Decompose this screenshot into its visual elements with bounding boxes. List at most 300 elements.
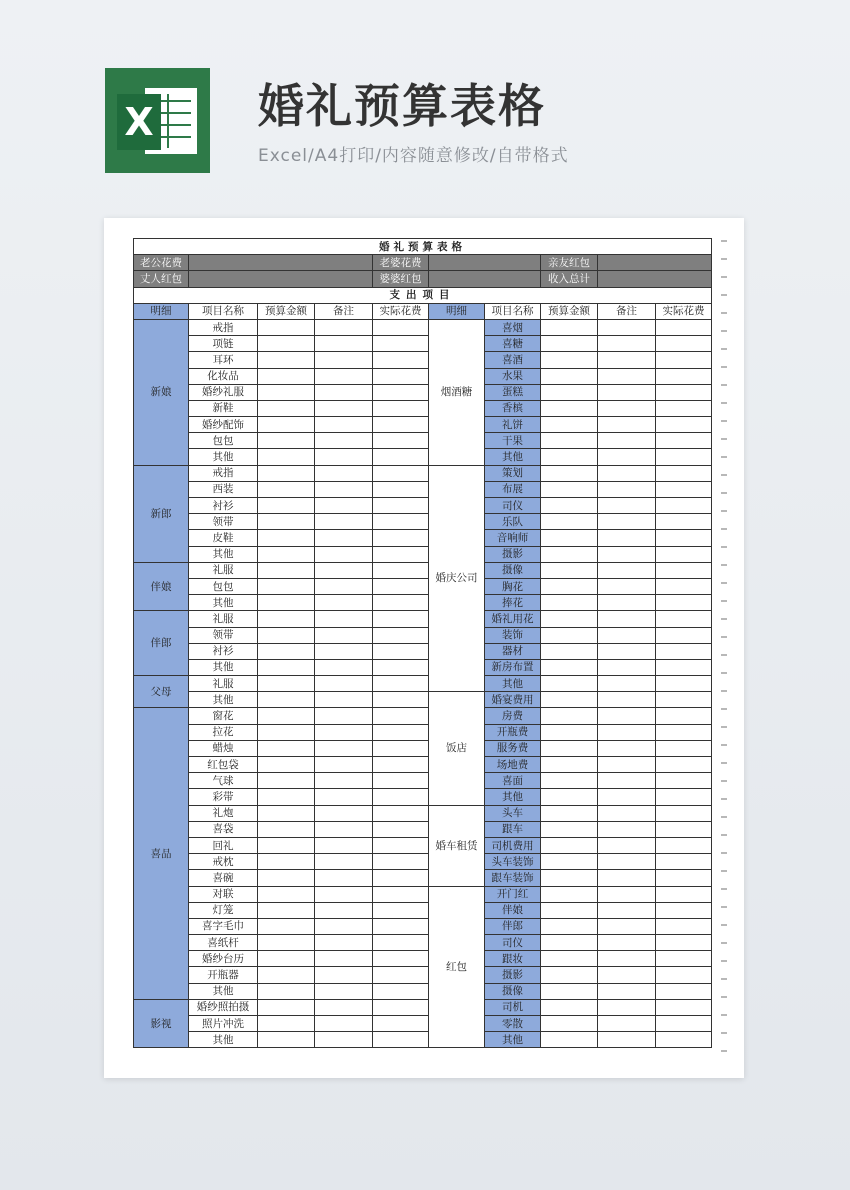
budget-cell[interactable] [258,336,315,352]
actual-cell[interactable] [373,595,429,611]
budget-cell[interactable] [258,498,315,514]
note-cell[interactable] [598,562,656,578]
note-cell[interactable] [315,805,373,821]
budget-cell[interactable] [258,368,315,384]
note-cell[interactable] [315,611,373,627]
budget-cell[interactable] [258,902,315,918]
budget-cell[interactable] [258,1032,315,1048]
actual-cell[interactable] [656,562,712,578]
income-value[interactable] [429,271,541,287]
note-cell[interactable] [598,368,656,384]
note-cell[interactable] [598,999,656,1015]
budget-cell[interactable] [541,951,598,967]
note-cell[interactable] [598,805,656,821]
budget-cell[interactable] [541,659,598,675]
note-cell[interactable] [598,854,656,870]
item-name-cell: 包包 [189,433,258,449]
actual-cell[interactable] [373,724,429,740]
actual-cell[interactable] [373,514,429,530]
budget-cell[interactable] [258,870,315,886]
budget-cell[interactable] [258,951,315,967]
budget-cell[interactable] [541,449,598,465]
actual-cell[interactable] [656,773,712,789]
note-cell[interactable] [315,724,373,740]
budget-cell[interactable] [541,740,598,756]
income-value[interactable] [429,255,541,271]
actual-cell[interactable] [373,951,429,967]
income-value[interactable] [598,271,712,287]
budget-cell[interactable] [541,352,598,368]
actual-cell[interactable] [373,611,429,627]
note-cell[interactable] [598,951,656,967]
actual-cell[interactable] [656,951,712,967]
category-cell: 父母 [134,676,189,708]
actual-cell[interactable] [656,578,712,594]
budget-cell[interactable] [541,805,598,821]
actual-cell[interactable] [373,627,429,643]
note-cell[interactable] [315,821,373,837]
note-cell[interactable] [315,433,373,449]
budget-cell[interactable] [541,935,598,951]
item-name-cell: 摄影 [485,967,541,983]
actual-cell[interactable] [656,676,712,692]
note-cell[interactable] [315,999,373,1015]
actual-cell[interactable] [656,918,712,934]
note-cell[interactable] [315,481,373,497]
note-cell[interactable] [315,918,373,934]
budget-cell[interactable] [258,400,315,416]
budget-cell[interactable] [258,757,315,773]
budget-cell[interactable] [541,611,598,627]
actual-cell[interactable] [373,854,429,870]
budget-cell[interactable] [258,1016,315,1032]
column-header: 预算金额 [541,303,598,319]
actual-cell[interactable] [656,465,712,481]
actual-cell[interactable] [656,837,712,853]
budget-cell[interactable] [541,902,598,918]
actual-cell[interactable] [373,983,429,999]
actual-cell[interactable] [656,757,712,773]
income-value[interactable] [189,255,373,271]
note-cell[interactable] [598,1032,656,1048]
budget-cell[interactable] [541,1016,598,1032]
note-cell[interactable] [598,400,656,416]
actual-cell[interactable] [656,643,712,659]
budget-cell[interactable] [541,789,598,805]
actual-cell[interactable] [656,481,712,497]
budget-cell[interactable] [258,319,315,335]
actual-cell[interactable] [656,400,712,416]
note-cell[interactable] [315,336,373,352]
budget-cell[interactable] [258,805,315,821]
note-cell[interactable] [598,417,656,433]
note-cell[interactable] [315,319,373,335]
note-cell[interactable] [598,611,656,627]
budget-cell[interactable] [541,692,598,708]
note-cell[interactable] [598,319,656,335]
budget-cell[interactable] [258,935,315,951]
actual-cell[interactable] [656,595,712,611]
note-cell[interactable] [315,837,373,853]
actual-cell[interactable] [373,935,429,951]
note-cell[interactable] [315,789,373,805]
budget-cell[interactable] [258,562,315,578]
budget-cell[interactable] [541,724,598,740]
item-name-cell: 婚纱台历 [189,951,258,967]
item-name-cell: 窗花 [189,708,258,724]
budget-cell[interactable] [258,773,315,789]
actual-cell[interactable] [656,983,712,999]
actual-cell[interactable] [373,417,429,433]
note-cell[interactable] [598,433,656,449]
actual-cell[interactable] [656,935,712,951]
actual-cell[interactable] [656,789,712,805]
note-cell[interactable] [598,983,656,999]
note-cell[interactable] [598,530,656,546]
actual-cell[interactable] [373,498,429,514]
table-row [134,481,712,497]
table-row [134,1032,712,1048]
budget-cell[interactable] [541,854,598,870]
budget-cell[interactable] [541,983,598,999]
note-cell[interactable] [598,740,656,756]
budget-cell[interactable] [258,983,315,999]
note-cell[interactable] [315,562,373,578]
note-cell[interactable] [315,1016,373,1032]
actual-cell[interactable] [373,692,429,708]
category-cell: 婚庆公司 [429,465,485,692]
note-cell[interactable] [315,530,373,546]
note-cell[interactable] [315,708,373,724]
actual-cell[interactable] [656,967,712,983]
budget-cell[interactable] [541,918,598,934]
note-cell[interactable] [315,578,373,594]
note-cell[interactable] [598,708,656,724]
actual-cell[interactable] [656,514,712,530]
budget-cell[interactable] [258,546,315,562]
actual-cell[interactable] [656,870,712,886]
actual-cell[interactable] [656,352,712,368]
note-cell[interactable] [315,692,373,708]
actual-cell[interactable] [373,433,429,449]
budget-cell[interactable] [541,837,598,853]
budget-cell[interactable] [258,384,315,400]
budget-cell[interactable] [541,627,598,643]
budget-cell[interactable] [258,352,315,368]
note-cell[interactable] [315,935,373,951]
budget-cell[interactable] [541,757,598,773]
budget-cell[interactable] [258,789,315,805]
budget-cell[interactable] [541,870,598,886]
budget-cell[interactable] [258,595,315,611]
actual-cell[interactable] [373,1016,429,1032]
item-name-cell: 衬衫 [189,498,258,514]
actual-cell[interactable] [373,530,429,546]
budget-cell[interactable] [541,562,598,578]
note-cell[interactable] [315,417,373,433]
actual-cell[interactable] [656,1016,712,1032]
table-row [134,530,712,546]
note-cell[interactable] [315,740,373,756]
note-cell[interactable] [315,886,373,902]
budget-cell[interactable] [258,967,315,983]
budget-cell[interactable] [541,578,598,594]
budget-cell[interactable] [258,708,315,724]
budget-cell[interactable] [258,627,315,643]
note-cell[interactable] [598,724,656,740]
budget-cell[interactable] [541,708,598,724]
actual-cell[interactable] [373,708,429,724]
actual-cell[interactable] [656,740,712,756]
category-cell: 烟酒糖 [429,319,485,465]
note-cell[interactable] [598,659,656,675]
actual-cell[interactable] [656,724,712,740]
note-cell[interactable] [315,951,373,967]
note-cell[interactable] [598,595,656,611]
note-cell[interactable] [315,465,373,481]
actual-cell[interactable] [373,999,429,1015]
note-cell[interactable] [598,465,656,481]
actual-cell[interactable] [373,837,429,853]
budget-cell[interactable] [541,1032,598,1048]
actual-cell[interactable] [373,773,429,789]
budget-cell[interactable] [258,578,315,594]
budget-cell[interactable] [541,498,598,514]
actual-cell[interactable] [373,1032,429,1048]
actual-cell[interactable] [373,449,429,465]
actual-cell[interactable] [656,417,712,433]
actual-cell[interactable] [656,854,712,870]
note-cell[interactable] [315,854,373,870]
note-cell[interactable] [598,935,656,951]
budget-cell[interactable] [258,433,315,449]
item-name-cell: 灯笼 [189,902,258,918]
actual-cell[interactable] [656,659,712,675]
budget-cell[interactable] [258,514,315,530]
income-value[interactable] [189,271,373,287]
actual-cell[interactable] [656,433,712,449]
budget-cell[interactable] [258,449,315,465]
note-cell[interactable] [315,757,373,773]
income-value[interactable] [598,255,712,271]
actual-cell[interactable] [373,481,429,497]
item-name-cell: 捧花 [485,595,541,611]
note-cell[interactable] [598,384,656,400]
item-name-cell: 服务费 [485,740,541,756]
actual-cell[interactable] [373,400,429,416]
note-cell[interactable] [315,773,373,789]
note-cell[interactable] [598,773,656,789]
income-label: 婆婆红包 [373,271,429,287]
item-name-cell: 其他 [485,449,541,465]
note-cell[interactable] [598,481,656,497]
actual-cell[interactable] [373,805,429,821]
actual-cell[interactable] [373,789,429,805]
actual-cell[interactable] [373,546,429,562]
note-cell[interactable] [598,886,656,902]
note-cell[interactable] [598,902,656,918]
budget-cell[interactable] [541,400,598,416]
note-cell[interactable] [598,514,656,530]
note-cell[interactable] [598,789,656,805]
budget-cell[interactable] [541,514,598,530]
actual-cell[interactable] [656,336,712,352]
actual-cell[interactable] [656,999,712,1015]
note-cell[interactable] [598,870,656,886]
category-cell: 伴娘 [134,562,189,611]
budget-cell[interactable] [258,611,315,627]
note-cell[interactable] [598,676,656,692]
budget-cell[interactable] [541,319,598,335]
budget-cell[interactable] [258,854,315,870]
budget-cell[interactable] [258,837,315,853]
item-name-cell: 司仪 [485,935,541,951]
budget-cell[interactable] [258,740,315,756]
actual-cell[interactable] [656,708,712,724]
note-cell[interactable] [315,676,373,692]
note-cell[interactable] [598,352,656,368]
actual-cell[interactable] [656,384,712,400]
note-cell[interactable] [315,368,373,384]
item-name-cell: 开瓶器 [189,967,258,983]
budget-cell[interactable] [258,481,315,497]
note-cell[interactable] [598,643,656,659]
budget-cell[interactable] [541,530,598,546]
budget-cell[interactable] [541,999,598,1015]
note-cell[interactable] [315,449,373,465]
actual-cell[interactable] [373,643,429,659]
note-cell[interactable] [315,384,373,400]
actual-cell[interactable] [373,676,429,692]
actual-cell[interactable] [656,498,712,514]
note-cell[interactable] [315,627,373,643]
budget-cell[interactable] [541,368,598,384]
note-cell[interactable] [598,967,656,983]
budget-cell[interactable] [541,336,598,352]
budget-cell[interactable] [258,676,315,692]
budget-cell[interactable] [541,595,598,611]
actual-cell[interactable] [656,611,712,627]
actual-cell[interactable] [373,578,429,594]
actual-cell[interactable] [373,902,429,918]
budget-cell[interactable] [258,918,315,934]
note-cell[interactable] [315,967,373,983]
note-cell[interactable] [598,1016,656,1032]
note-cell[interactable] [315,514,373,530]
budget-cell[interactable] [258,530,315,546]
note-cell[interactable] [598,578,656,594]
budget-cell[interactable] [541,384,598,400]
note-cell[interactable] [315,595,373,611]
actual-cell[interactable] [373,740,429,756]
budget-cell[interactable] [258,659,315,675]
column-header-row [134,303,712,319]
actual-cell[interactable] [656,319,712,335]
note-cell[interactable] [598,821,656,837]
actual-cell[interactable] [656,821,712,837]
note-cell[interactable] [315,498,373,514]
actual-cell[interactable] [656,449,712,465]
budget-cell[interactable] [541,546,598,562]
budget-cell[interactable] [258,724,315,740]
actual-cell[interactable] [373,967,429,983]
note-cell[interactable] [315,870,373,886]
budget-cell[interactable] [541,465,598,481]
budget-cell[interactable] [541,773,598,789]
budget-cell[interactable] [258,465,315,481]
budget-cell[interactable] [541,417,598,433]
budget-cell[interactable] [541,676,598,692]
note-cell[interactable] [315,1032,373,1048]
actual-cell[interactable] [373,465,429,481]
table-row [134,352,712,368]
actual-cell[interactable] [373,562,429,578]
note-cell[interactable] [598,449,656,465]
note-cell[interactable] [598,757,656,773]
budget-cell[interactable] [258,999,315,1015]
actual-cell[interactable] [373,352,429,368]
actual-cell[interactable] [373,757,429,773]
budget-cell[interactable] [541,481,598,497]
actual-cell[interactable] [656,886,712,902]
note-cell[interactable] [598,336,656,352]
budget-cell[interactable] [541,967,598,983]
budget-cell[interactable] [258,643,315,659]
actual-cell[interactable] [373,319,429,335]
note-cell[interactable] [598,627,656,643]
note-cell[interactable] [598,546,656,562]
budget-cell[interactable] [541,643,598,659]
actual-cell[interactable] [373,918,429,934]
budget-cell[interactable] [258,886,315,902]
actual-cell[interactable] [656,692,712,708]
actual-cell[interactable] [656,1032,712,1048]
actual-cell[interactable] [373,821,429,837]
actual-cell[interactable] [373,384,429,400]
budget-cell[interactable] [541,886,598,902]
actual-cell[interactable] [373,886,429,902]
note-cell[interactable] [315,983,373,999]
note-cell[interactable] [315,546,373,562]
actual-cell[interactable] [373,368,429,384]
actual-cell[interactable] [373,870,429,886]
actual-cell[interactable] [373,336,429,352]
note-cell[interactable] [315,352,373,368]
actual-cell[interactable] [656,805,712,821]
actual-cell[interactable] [373,659,429,675]
note-cell[interactable] [315,643,373,659]
note-cell[interactable] [598,498,656,514]
actual-cell[interactable] [656,627,712,643]
budget-cell[interactable] [541,821,598,837]
actual-cell[interactable] [656,902,712,918]
note-cell[interactable] [598,918,656,934]
actual-cell[interactable] [656,530,712,546]
budget-cell[interactable] [258,417,315,433]
budget-cell[interactable] [258,692,315,708]
budget-cell[interactable] [541,433,598,449]
actual-cell[interactable] [656,546,712,562]
budget-cell[interactable] [258,821,315,837]
actual-cell[interactable] [656,368,712,384]
note-cell[interactable] [598,837,656,853]
note-cell[interactable] [315,400,373,416]
note-cell[interactable] [315,659,373,675]
table-row [134,643,712,659]
note-cell[interactable] [315,902,373,918]
table-row [134,400,712,416]
note-cell[interactable] [598,692,656,708]
